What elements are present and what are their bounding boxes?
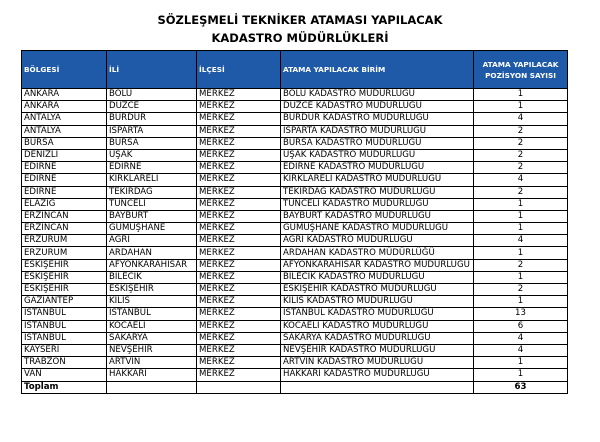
cell-ilce: MERKEZ bbox=[197, 332, 281, 344]
total-label: Toplam bbox=[22, 381, 107, 393]
cell-il: BİLECİK bbox=[107, 271, 197, 283]
cell-ilce: MERKEZ bbox=[197, 89, 281, 101]
cell-pozisyon-sayisi: 2 bbox=[474, 125, 568, 137]
cell-ilce: MERKEZ bbox=[197, 308, 281, 320]
total-value: 63 bbox=[474, 381, 568, 393]
table-row bbox=[22, 357, 568, 369]
cell-bolge: ESKİŞEHİR bbox=[22, 271, 107, 283]
cell-il: ARDAHAN bbox=[107, 247, 197, 259]
cell-pozisyon-sayisi: 1 bbox=[474, 223, 568, 235]
cell-pozisyon-sayisi: 4 bbox=[474, 174, 568, 186]
cell-bolge: ERZURUM bbox=[22, 247, 107, 259]
cell-bolge: EDİRNE bbox=[22, 174, 107, 186]
cell-birim: ARTVİN KADASTRO MÜDÜRLÜĞÜ bbox=[281, 357, 474, 369]
cell-birim: HAKKARİ KADASTRO MÜDÜRLÜĞÜ bbox=[281, 369, 474, 381]
cell-bolge: ANKARA bbox=[22, 101, 107, 113]
cell-pozisyon-sayisi: 1 bbox=[474, 198, 568, 210]
table-row bbox=[22, 235, 568, 247]
cell-birim: EDİRNE KADASTRO MÜDÜRLÜĞÜ bbox=[281, 162, 474, 174]
cell-pozisyon-sayisi: 1 bbox=[474, 101, 568, 113]
cell-ilce: MERKEZ bbox=[197, 369, 281, 381]
table-row bbox=[22, 247, 568, 259]
cell-pozisyon-sayisi: 2 bbox=[474, 186, 568, 198]
cell-il: NEVŞEHİR bbox=[107, 344, 197, 356]
cell-ilce: MERKEZ bbox=[197, 198, 281, 210]
cell-ilce: MERKEZ bbox=[197, 210, 281, 222]
cell-pozisyon-sayisi: 1 bbox=[474, 271, 568, 283]
cell-il: KİLİS bbox=[107, 296, 197, 308]
cell-ilce: MERKEZ bbox=[197, 259, 281, 271]
header-ilce: İLÇESİ bbox=[197, 51, 281, 89]
cell-ilce: MERKEZ bbox=[197, 162, 281, 174]
cell-bolge: TRABZON bbox=[22, 357, 107, 369]
cell-il: HAKKARİ bbox=[107, 369, 197, 381]
cell-birim: DÜZCE KADASTRO MÜDÜRLÜĞÜ bbox=[281, 101, 474, 113]
cell-bolge: ESKİŞEHİR bbox=[22, 284, 107, 296]
cell-bolge: İSTANBUL bbox=[22, 332, 107, 344]
cell-birim: TEKİRDAĞ KADASTRO MÜDÜRLÜĞÜ bbox=[281, 186, 474, 198]
cell-birim: GÜMÜŞHANE KADASTRO MÜDÜRLÜĞÜ bbox=[281, 223, 474, 235]
table-row bbox=[22, 210, 568, 222]
cell-ilce: MERKEZ bbox=[197, 320, 281, 332]
cell-ilce: MERKEZ bbox=[197, 125, 281, 137]
cell-birim: BAYBURT KADASTRO MÜDÜRLÜĞÜ bbox=[281, 210, 474, 222]
page-subtitle: KADASTRO MÜDÜRLÜKLERİ bbox=[211, 31, 389, 45]
cell-il: SAKARYA bbox=[107, 332, 197, 344]
cell-pozisyon-sayisi: 1 bbox=[474, 210, 568, 222]
cell-birim: KİLİS KADASTRO MÜDÜRLÜĞÜ bbox=[281, 296, 474, 308]
total-row bbox=[22, 381, 568, 393]
cell-pozisyon-sayisi: 1 bbox=[474, 247, 568, 259]
cell-il: AĞRI bbox=[107, 235, 197, 247]
cell-il: ESKİŞEHİR bbox=[107, 284, 197, 296]
cell-il: GÜMÜŞHANE bbox=[107, 223, 197, 235]
table-row bbox=[22, 284, 568, 296]
cell-ilce: MERKEZ bbox=[197, 284, 281, 296]
cell-il: ARTVİN bbox=[107, 357, 197, 369]
assignment-table bbox=[21, 50, 568, 394]
table-row bbox=[22, 198, 568, 210]
cell-bolge: ANTALYA bbox=[22, 113, 107, 125]
page-title: SÖZLEŞMELİ TEKNİKER ATAMASI YAPILACAK bbox=[157, 13, 443, 27]
table-row bbox=[22, 296, 568, 308]
total-empty-cell bbox=[107, 381, 197, 393]
cell-il: TEKİRDAĞ bbox=[107, 186, 197, 198]
cell-birim: BOLU KADASTRO MÜDÜRLÜĞÜ bbox=[281, 89, 474, 101]
cell-il: ISPARTA bbox=[107, 125, 197, 137]
total-empty-cell bbox=[197, 381, 281, 393]
table-row bbox=[22, 332, 568, 344]
cell-bolge: EDİRNE bbox=[22, 162, 107, 174]
table-row bbox=[22, 369, 568, 381]
cell-ilce: MERKEZ bbox=[197, 149, 281, 161]
table-row bbox=[22, 137, 568, 149]
cell-il: TUNCELİ bbox=[107, 198, 197, 210]
table-row bbox=[22, 344, 568, 356]
table-body bbox=[22, 89, 568, 382]
cell-birim: BURDUR KADASTRO MÜDÜRLÜĞÜ bbox=[281, 113, 474, 125]
cell-pozisyon-sayisi: 4 bbox=[474, 344, 568, 356]
cell-ilce: MERKEZ bbox=[197, 271, 281, 283]
table-header-row bbox=[22, 51, 568, 89]
table-row bbox=[22, 259, 568, 271]
cell-pozisyon-sayisi: 1 bbox=[474, 296, 568, 308]
cell-il: BOLU bbox=[107, 89, 197, 101]
cell-birim: İSTANBUL KADASTRO MÜDÜRLÜĞÜ bbox=[281, 308, 474, 320]
cell-bolge: GAZİANTEP bbox=[22, 296, 107, 308]
cell-ilce: MERKEZ bbox=[197, 174, 281, 186]
cell-ilce: MERKEZ bbox=[197, 101, 281, 113]
cell-birim: TUNCELİ KADASTRO MÜDÜRLÜĞÜ bbox=[281, 198, 474, 210]
table-row bbox=[22, 320, 568, 332]
table-row bbox=[22, 149, 568, 161]
cell-il: KIRKLARELİ bbox=[107, 174, 197, 186]
cell-birim: AĞRI KADASTRO MÜDÜRLÜĞÜ bbox=[281, 235, 474, 247]
cell-il: BAYBURT bbox=[107, 210, 197, 222]
cell-pozisyon-sayisi: 4 bbox=[474, 235, 568, 247]
table-row bbox=[22, 186, 568, 198]
cell-il: BURSA bbox=[107, 137, 197, 149]
cell-bolge: ANKARA bbox=[22, 89, 107, 101]
cell-pozisyon-sayisi: 1 bbox=[474, 357, 568, 369]
cell-il: KOCAELİ bbox=[107, 320, 197, 332]
cell-pozisyon-sayisi: 13 bbox=[474, 308, 568, 320]
cell-pozisyon-sayisi: 1 bbox=[474, 369, 568, 381]
cell-birim: UŞAK KADASTRO MÜDÜRLÜĞÜ bbox=[281, 149, 474, 161]
table-row bbox=[22, 101, 568, 113]
cell-pozisyon-sayisi: 6 bbox=[474, 320, 568, 332]
header-il: İLİ bbox=[107, 51, 197, 89]
cell-birim: AFYONKARAHİSAR KADASTRO MÜDÜRLÜĞÜ bbox=[281, 259, 474, 271]
total-empty-cell bbox=[281, 381, 474, 393]
cell-birim: BİLECİK KADASTRO MÜDÜRLÜĞÜ bbox=[281, 271, 474, 283]
header-birim: ATAMA YAPILACAK BİRİM bbox=[281, 51, 474, 89]
cell-bolge: ERZİNCAN bbox=[22, 210, 107, 222]
cell-ilce: MERKEZ bbox=[197, 357, 281, 369]
cell-il: İSTANBUL bbox=[107, 308, 197, 320]
cell-bolge: DENİZLİ bbox=[22, 149, 107, 161]
cell-pozisyon-sayisi: 2 bbox=[474, 149, 568, 161]
cell-birim: KIRKLARELİ KADASTRO MÜDÜRLÜĞÜ bbox=[281, 174, 474, 186]
cell-ilce: MERKEZ bbox=[197, 137, 281, 149]
table-row bbox=[22, 271, 568, 283]
cell-birim: NEVŞEHİR KADASTRO MÜDÜRLÜĞÜ bbox=[281, 344, 474, 356]
cell-bolge: ANTALYA bbox=[22, 125, 107, 137]
header-bolge: BÖLGESİ bbox=[22, 51, 107, 89]
cell-birim: BURSA KADASTRO MÜDÜRLÜĞÜ bbox=[281, 137, 474, 149]
cell-pozisyon-sayisi: 2 bbox=[474, 137, 568, 149]
cell-ilce: MERKEZ bbox=[197, 223, 281, 235]
table-row bbox=[22, 174, 568, 186]
cell-bolge: ERZURUM bbox=[22, 235, 107, 247]
cell-pozisyon-sayisi: 2 bbox=[474, 162, 568, 174]
cell-bolge: VAN bbox=[22, 369, 107, 381]
cell-pozisyon-sayisi: 4 bbox=[474, 113, 568, 125]
cell-il: AFYONKARAHİSAR bbox=[107, 259, 197, 271]
cell-pozisyon-sayisi: 2 bbox=[474, 284, 568, 296]
cell-ilce: MERKEZ bbox=[197, 344, 281, 356]
cell-ilce: MERKEZ bbox=[197, 186, 281, 198]
cell-bolge: KAYSERİ bbox=[22, 344, 107, 356]
cell-ilce: MERKEZ bbox=[197, 296, 281, 308]
cell-birim: ARDAHAN KADASTRO MÜDÜRLÜĞÜ bbox=[281, 247, 474, 259]
cell-birim: ESKİŞEHİR KADASTRO MÜDÜRLÜĞÜ bbox=[281, 284, 474, 296]
table-row bbox=[22, 125, 568, 137]
table-row bbox=[22, 162, 568, 174]
cell-birim: ISPARTA KADASTRO MÜDÜRLÜĞÜ bbox=[281, 125, 474, 137]
table-row bbox=[22, 113, 568, 125]
cell-il: DÜZCE bbox=[107, 101, 197, 113]
cell-il: BURDUR bbox=[107, 113, 197, 125]
cell-ilce: MERKEZ bbox=[197, 113, 281, 125]
cell-pozisyon-sayisi: 1 bbox=[474, 89, 568, 101]
cell-bolge: ESKİŞEHİR bbox=[22, 259, 107, 271]
table-row bbox=[22, 89, 568, 101]
cell-ilce: MERKEZ bbox=[197, 235, 281, 247]
cell-bolge: ERZİNCAN bbox=[22, 223, 107, 235]
table-row bbox=[22, 308, 568, 320]
cell-bolge: ELAZIĞ bbox=[22, 198, 107, 210]
cell-bolge: EDİRNE bbox=[22, 186, 107, 198]
cell-pozisyon-sayisi: 2 bbox=[474, 259, 568, 271]
cell-bolge: İSTANBUL bbox=[22, 308, 107, 320]
cell-birim: KOCAELİ KADASTRO MÜDÜRLÜĞÜ bbox=[281, 320, 474, 332]
cell-il: UŞAK bbox=[107, 149, 197, 161]
cell-birim: SAKARYA KADASTRO MÜDÜRLÜĞÜ bbox=[281, 332, 474, 344]
cell-bolge: BURSA bbox=[22, 137, 107, 149]
cell-pozisyon-sayisi: 4 bbox=[474, 332, 568, 344]
cell-bolge: İSTANBUL bbox=[22, 320, 107, 332]
table-row bbox=[22, 223, 568, 235]
header-pozisyon: ATAMA YAPILACAK POZİSYON SAYISI bbox=[474, 51, 568, 89]
cell-ilce: MERKEZ bbox=[197, 247, 281, 259]
cell-il: EDİRNE bbox=[107, 162, 197, 174]
